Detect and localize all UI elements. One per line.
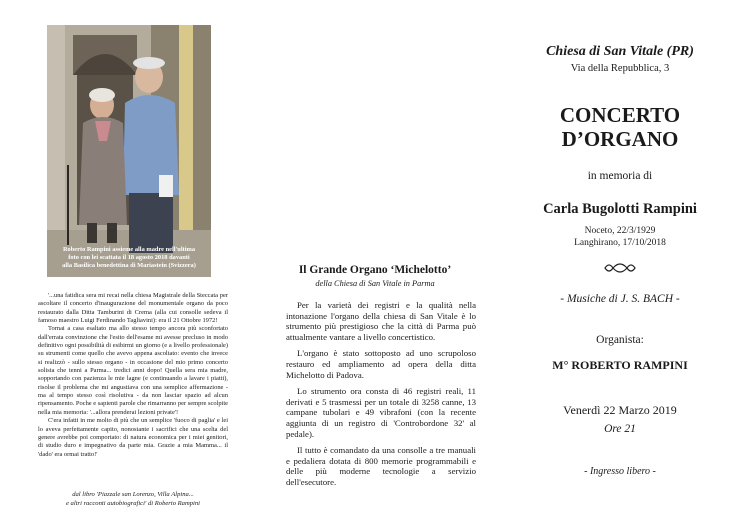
quote-paragraph: Tornai a casa esaltato ma allo stesso tempo ancora più sconfortato dall'errata convinzione che l'esito dell'esame mi avesse precluso in modo definitivo ogni possibilità di esibirmi un giorno (e a livello professionale) su strumenti come quello che avevo appena ascoltato: evento che invece si realizzò - sullo stesso organo - in occasione del mio primo concerto solista che tenni a Parma... tredici anni dopo! Quella sera mia madre, sopportando con pazienza le mie lagne (e continuando a lavare i piatti), risolse il problema che mi angustiava con una semplice affermazione - ma al tempo stesso così risolutiva - da non lasciar spazio ad alcun ripensamento. Poche e sapienti parole che rimarranno per sempre scolpite nella mia memoria: '...allora prenderai lezioni private'!: [38, 325, 228, 416]
concert-date: Venerdì 22 Marzo 2019: [563, 403, 677, 417]
in-memoria-label: in memoria di: [587, 170, 653, 182]
ornament-icon: [510, 262, 730, 278]
title-line: D’ORGANO: [561, 127, 679, 151]
memorial-photo: [47, 25, 211, 277]
organ-paragraph: L'organo è stato sottoposto ad uno scrupoloso restauro ed ampliamento ad opera della ditta Michelotto di Padova.: [286, 348, 476, 380]
birth-date: Noceto, 22/3/1929: [584, 226, 656, 236]
death-date: Langhirano, 17/10/2018: [574, 238, 666, 248]
memorial-person: Carla Bugolotti Rampini: [543, 201, 697, 217]
church-name: Chiesa di San Vitale (PR): [546, 44, 694, 59]
organist-label: Organista:: [596, 334, 644, 346]
organ-paragraph: Il tutto è comandato da una consolle a tre manuali e pedaliera dotata di 800 memorie programmabili e delle più moderne tecnologie a servizio dell'esecutore.: [286, 445, 476, 487]
life-dates: [510, 225, 730, 249]
concert-title: [510, 103, 730, 151]
caption-line: foto con lei scattata il 18 agosto 2018 davanti: [68, 254, 190, 261]
autobiographical-quote: [38, 292, 228, 459]
church-address: Via della Repubblica, 3: [570, 63, 670, 74]
organist-name: M° ROBERTO RAMPINI: [552, 358, 688, 372]
quote-paragraph: '...una fatidica sera mi recai nella chiesa Magistrale della Steccata per ascoltare il concerto d'inaugurazione del monumentale organo da poco restaurato dalla Ditta Tamburini di Crema (alla cui consolle sedeva il famoso maestro Luigi Ferdinando Tagliavini): era il 21 Ottobre 1972!: [38, 292, 228, 325]
entry-note: - Ingresso libero -: [584, 466, 656, 477]
quote-source: [38, 490, 228, 508]
organ-paragraph: Per la varietà dei registri e la qualità nella intonazione l'organo della chiesa di San Vitale è lo strumento più prestigioso che la città di Parma può attualmente vantare a livello concertistico.: [286, 300, 476, 342]
source-line: e altri racconti autobiografici' di Roberto Rampini: [65, 500, 200, 507]
organ-title: Il Grande Organo ‘Michelotto’: [298, 264, 452, 276]
organ-paragraph: Lo strumento ora consta di 46 registri reali, 11 derivati e 5 trasmessi per un totale di 3258 canne, 13 campane tubolari e 49 vibrafoni (con la recente aggiunta di un registro di 'Controbordone 32' al pedale).: [286, 386, 476, 439]
photo-caption: [47, 246, 211, 270]
program-music: - Musiche di J. S. BACH -: [560, 293, 680, 305]
concert-time: Ore 21: [604, 423, 636, 435]
quote-paragraph: C'era infatti in me molto di più che un semplice 'fuoco di paglia' e lei lo aveva perfettamente capito, nonostante i sacrifici che una scelta del genere avrebbe poi comportato: di natura economica per i miei genitori, di studio duro e impegnativo da parte mia. Grazie a mia Mamma... il 'dado' era ormai tratto!': [38, 417, 228, 458]
title-line: CONCERTO: [559, 103, 681, 127]
caption-line: Roberto Rampini assieme alla madre nell'ultima: [62, 246, 196, 253]
source-line: dal libro 'Piazzale san Lorenzo, Villa Alpina...: [72, 491, 194, 498]
caption-line: alla Basilica benedettina di Mariastein (Svizzera): [62, 262, 196, 269]
organ-subtitle: della Chiesa di San Vitale in Parma: [315, 279, 435, 288]
organ-description: [286, 300, 476, 494]
